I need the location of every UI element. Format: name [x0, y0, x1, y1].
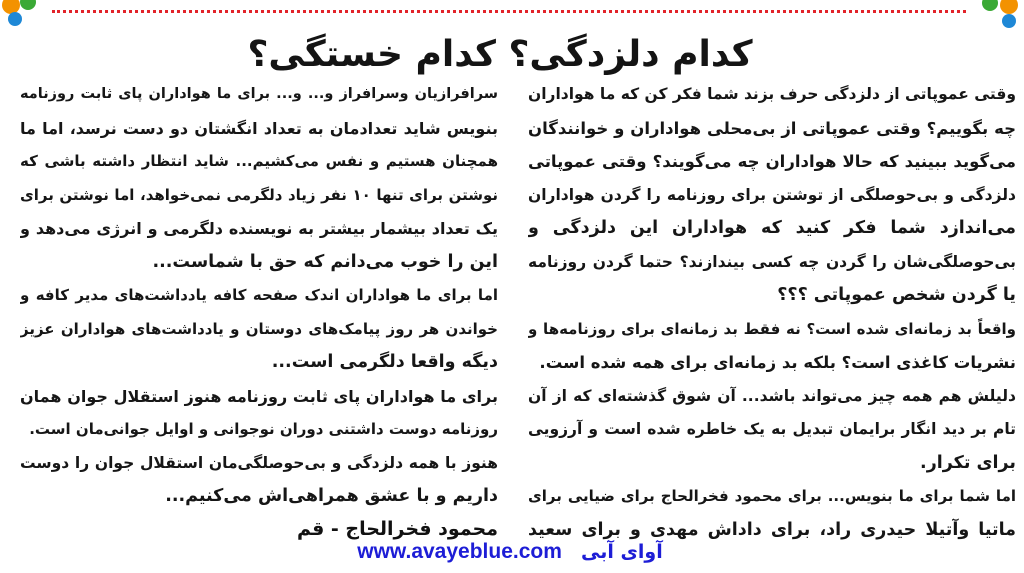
- text-line: نشریات کاغذی است؟ بلکه بد زمانه‌ای برای همه شده است.: [539, 353, 1016, 372]
- text-line: نوشتن برای تنها ۱۰ نفر زیاد دلگرمی نمی‌خواهد، اما نوشتن برای: [20, 185, 498, 204]
- text-line: واقعاً بد زمانه‌ای شده است؟ نه فقط بد زمانه‌ای برای روزنامه‌ها و: [528, 319, 1016, 338]
- text-line: داریم و با عشق همراهی‌اش می‌کنیم...: [165, 486, 498, 506]
- text-line: تام بر دید انگار برایمان تبدیل به یک خاطره شده است و آرزویی: [528, 420, 1016, 438]
- top-dotted-rule: [52, 10, 966, 13]
- green-dot-icon: [982, 0, 998, 11]
- text-line: می‌گوید ببینید که حالا هواداران چه می‌گویند؟ وقتی عموپاتی: [528, 152, 1016, 171]
- text-line: دلزدگی و بی‌حوصلگی از توشتن برای روزنامه را گردن هواداران: [528, 185, 1016, 204]
- article-column-left: [20, 78, 498, 514]
- text-line: می‌اندازد شما فکر کنید که هواداران این دلزدگی و: [528, 218, 1016, 238]
- orange-dot-icon: [1000, 0, 1018, 14]
- text-line: دیگه واقعا دلگرمی است...: [271, 352, 498, 372]
- text-line: ماتیا وآتیلا حیدری راد، برای داداش مهدی و برای سعید: [528, 519, 1016, 540]
- corner-dots-left: [0, 0, 46, 30]
- text-line: این را خوب می‌دانم که حق با شماست...: [152, 251, 498, 272]
- text-line: سرافرازیان وسرافراز و... و... برای ما هواداران پای ثابت روزنامه: [20, 86, 498, 102]
- author-signature: محمود فخرالحاج - قم: [296, 518, 498, 540]
- blue-dot-icon: [8, 12, 22, 26]
- blue-dot-icon: [1002, 14, 1016, 28]
- article-column-right: [528, 78, 1016, 547]
- text-line: خواندن هر روز پیامک‌های دوستان و یادداشت‌های هواداران عزیز: [20, 319, 498, 338]
- text-line: هنوز با همه دلزدگی و بی‌حوصلگی‌مان استقلال جوان را دوست: [20, 453, 498, 472]
- brand-name: آوای آبی: [581, 541, 663, 563]
- website-link[interactable]: www.avayeblue.com: [357, 540, 562, 563]
- text-line: یا گردن شخص عموپاتی ؟؟؟: [777, 285, 1016, 305]
- text-line: چه بگوییم؟ وقتی عموپاتی از بی‌محلی هواداران و خوانندگان: [528, 118, 1016, 138]
- text-line: همچنان هستیم و نفس می‌کشیم... شاید انتظار داشته باشی که: [20, 152, 498, 170]
- text-line: دلیلش هم همه چیز می‌تواند باشد... آن شوق گذشته‌ای که از آن: [528, 386, 1016, 405]
- text-line: بنویس شاید تعدادمان به تعداد انگشتان دو دست نرسد، اما ما: [20, 118, 498, 138]
- text-line: برای تکرار.: [920, 452, 1016, 473]
- text-line: بی‌حوصلگی‌شان را گردن چه کسی بیندازند؟ حتما گردن روزنامه: [528, 252, 1016, 271]
- corner-dots-right: [978, 0, 1024, 30]
- green-dot-icon: [20, 0, 36, 10]
- article-headline: کدام دلزدگی؟ کدام خستگی؟: [247, 34, 753, 75]
- text-line: وقتی عموپاتی از دلزدگی حرف بزند شما فکر کن که ما هواداران: [528, 85, 1016, 103]
- text-line: اما برای ما هواداران اندک صفحه کافه یادداشت‌های مدیر کافه و: [20, 286, 498, 304]
- footer-credit: [330, 540, 690, 568]
- text-line: اما شما برای ما بنویس... برای محمود فخرالحاج برای ضیایی برای: [528, 487, 1016, 505]
- text-line: یک تعداد بیشمار بیشتر به نویسنده دلگرمی و انرژی می‌دهد و: [20, 219, 498, 238]
- text-line: روزنامه دوست داشتنی دوران نوجوانی و اوایل جوانی‌مان است.: [29, 420, 498, 438]
- text-line: برای ما هواداران پای ثابت روزنامه هنوز استقلال جوان همان: [20, 386, 498, 406]
